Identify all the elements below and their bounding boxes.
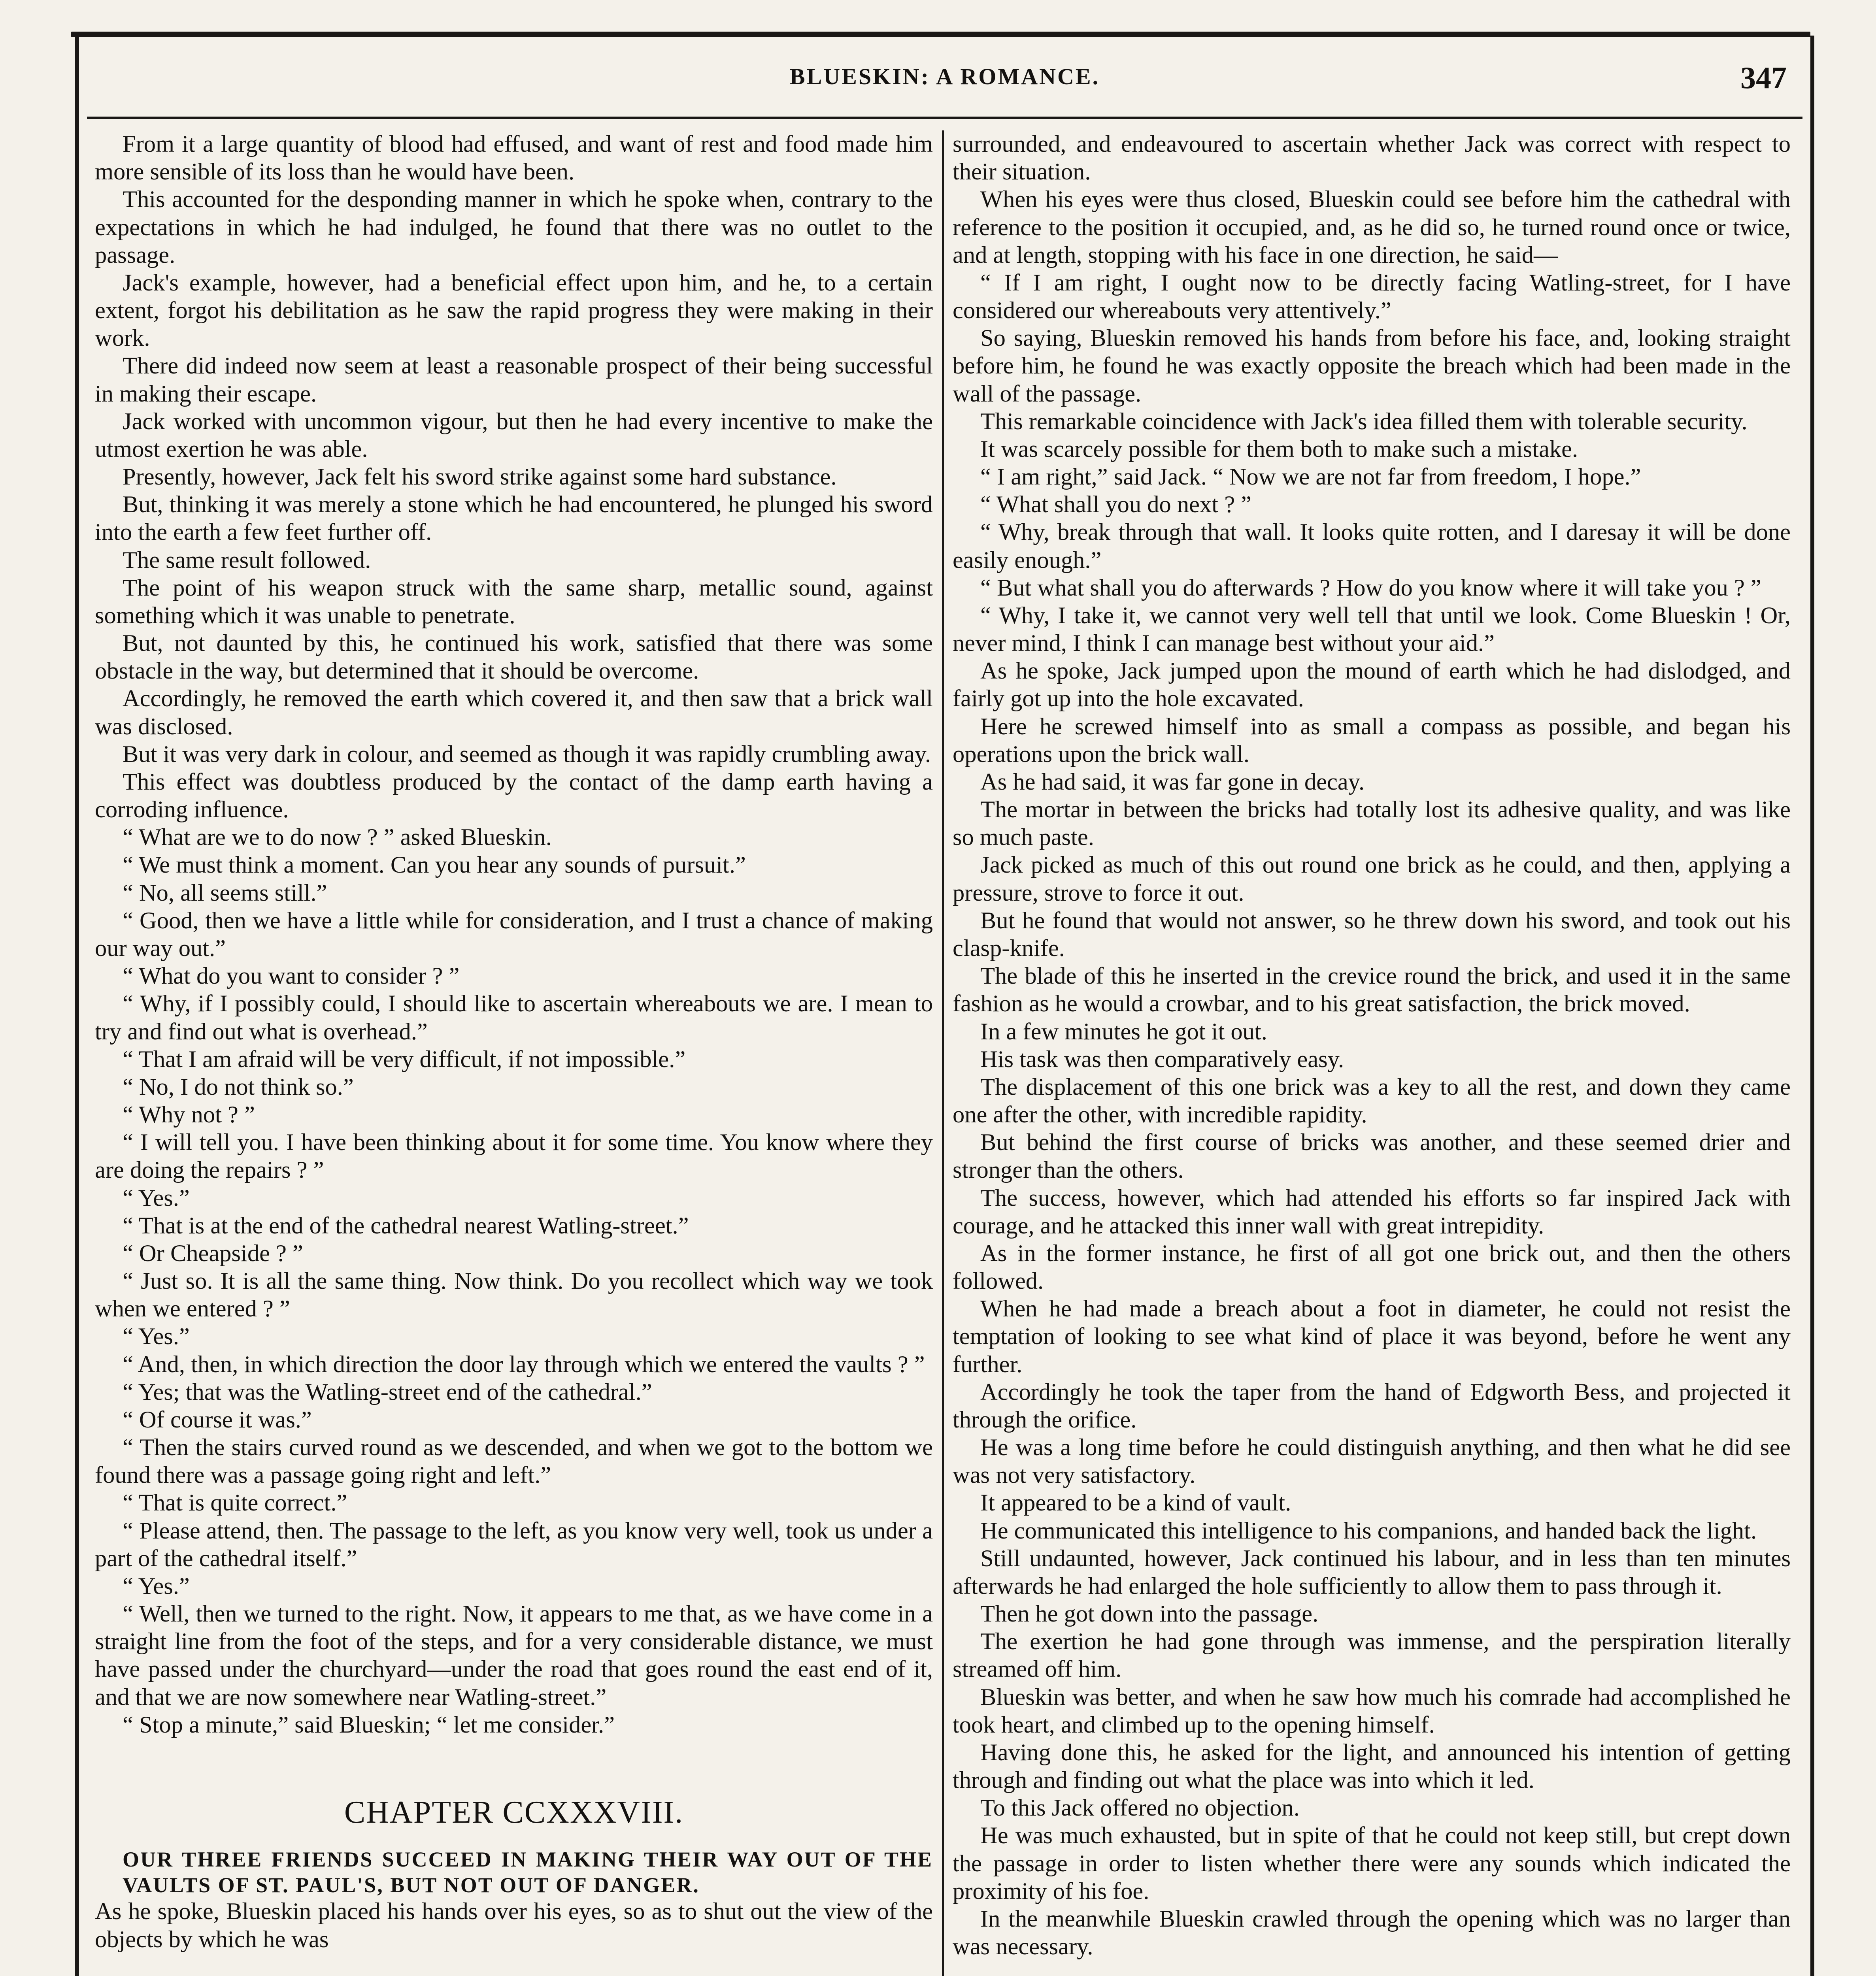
paragraph: Blueskin was better, and when he saw how much his comrade had accomplished he took heart, and climbed up to the opening himself. (953, 1684, 1791, 1738)
paragraph: He communicated this intelligence to his companions, and handed back the light. (980, 1517, 1757, 1544)
right-column (953, 130, 1791, 1976)
paragraph: “ Just so. It is all the same thing. Now think. Do you recollect which way we took when we entered ? ” (95, 1268, 933, 1322)
paragraph: It was scarcely possible for them both to make such a mistake. (980, 436, 1578, 462)
paragraph: But behind the first course of bricks was another, and these seemed drier and stronger than the others. (953, 1129, 1791, 1184)
paragraph: But he found that would not answer, so he threw down his sword, and took out his clasp-knife. (953, 907, 1791, 962)
paragraph: The same result followed. (123, 547, 371, 573)
paragraph: “ That is quite correct.” (123, 1490, 347, 1516)
page-number: 347 (1740, 60, 1787, 95)
paragraph: As he spoke, Blueskin placed his hands over his eyes, so as to shut out the view of the objects by which he was (95, 1898, 933, 1953)
paragraph: It appeared to be a kind of vault. (980, 1490, 1291, 1516)
paragraph: “ Stop a minute,” said Blueskin; “ let me consider.” (123, 1711, 615, 1738)
paragraph: When his eyes were thus closed, Blueskin could see before him the cathedral with reference to the position it occupied, and, as he did so, he turned round once or twice, and at length, stopping with his face in one direction, he said— (953, 186, 1791, 268)
paragraph: “ Yes.” (123, 1573, 190, 1599)
paragraph: This effect was doubtless produced by the contact of the damp earth having a corroding influence. (95, 768, 933, 823)
paragraph: “ What are we to do now ? ” asked Blueskin. (123, 824, 552, 851)
paragraph: Jack's example, however, had a beneficial effect upon him, and he, to a certain extent, forgot his debilitation as he saw the rapid progress they were making in their work. (95, 269, 933, 352)
paragraph: “ Why, break through that wall. It looks quite rotten, and I daresay it will be done easily enough.” (953, 519, 1791, 573)
paragraph: “ Yes; that was the Watling-street end of the cathedral.” (123, 1378, 652, 1405)
paragraph: He was a long time before he could distinguish anything, and then what he did see was not very satisfactory. (953, 1434, 1791, 1489)
paragraph: Accordingly, he removed the earth which covered it, and then saw that a brick wall was disclosed. (95, 685, 933, 740)
paragraph: surrounded, and endeavoured to ascertain whether Jack was correct with respect to their situation. (953, 131, 1791, 185)
paragraph: “ I will tell you. I have been thinking about it for some time. You know where they are doing the repairs ? ” (95, 1129, 933, 1184)
paragraph: “ No, I do not think so.” (123, 1073, 354, 1100)
paragraph: “ What do you want to consider ? ” (123, 963, 460, 990)
paragraph: “ And, then, in which direction the door lay through which we entered the vaults ? ” (123, 1351, 925, 1378)
paragraph: The mortar in between the bricks had totally lost its adhesive quality, and was like so much paste. (953, 796, 1791, 851)
left-column (95, 130, 933, 1976)
paragraph: “ Yes.” (123, 1323, 190, 1350)
paragraph: “ What shall you do next ? ” (980, 491, 1252, 518)
paragraph: Then he got down into the passage. (980, 1601, 1319, 1627)
paragraph: Jack worked with uncommon vigour, but then he had every incentive to make the utmost exertion he was able. (95, 408, 933, 462)
paragraph: “ No, all seems still.” (123, 879, 327, 906)
paragraph: There did indeed now seem at least a reasonable prospect of their being successful in making their escape. (95, 353, 933, 407)
paragraph: The exertion he had gone through was immense, and the perspiration literally streamed off him. (953, 1628, 1791, 1683)
paragraph: So saying, Blueskin removed his hands from before his face, and, looking straight before him, he found he was exactly opposite the breach which had been made in the wall of the passage. (953, 325, 1791, 407)
paragraph: In the meanwhile Blueskin crawled through the opening which was no larger than was necessary. (953, 1906, 1791, 1960)
paragraph: But, not daunted by this, he continued his work, satisfied that there was some obstacle in the way, but determined that it should be overcome. (95, 630, 933, 684)
paragraph: “ Please attend, then. The passage to the left, as you know very well, took us under a part of the cathedral itself.” (95, 1517, 933, 1572)
paragraph: He was much exhausted, but in spite of that he could not keep still, but crept down the passage in order to listen whether there were any sounds which indicated the proximity of his foe. (953, 1822, 1791, 1904)
paragraph: Accordingly he took the taper from the hand of Edgworth Bess, and projected it through the orifice. (953, 1378, 1791, 1433)
paragraph: “ Why not ? ” (123, 1101, 255, 1128)
right-column-text (953, 130, 1791, 1961)
paragraph: As in the former instance, he first of all got one brick out, and then the others followed. (953, 1240, 1791, 1295)
paragraph: In a few minutes he got it out. (980, 1018, 1267, 1045)
paragraph: As he had said, it was far gone in decay. (980, 768, 1365, 795)
paragraph: The point of his weapon struck with the same sharp, metallic sound, against something which it was unable to penetrate. (95, 574, 933, 629)
chapter-opening-text (95, 1898, 933, 1953)
column-divider (942, 130, 944, 1976)
paragraph: But, thinking it was merely a stone which he had encountered, he plunged his sword into the earth a few feet further off. (95, 491, 933, 546)
chapter-heading: CHAPTER CCXXXVIII. (344, 1795, 684, 1830)
paragraph: To this Jack offered no objection. (980, 1795, 1300, 1821)
paragraph: His task was then comparatively easy. (980, 1046, 1344, 1073)
paragraph: “ That is at the end of the cathedral nearest Watling-street.” (123, 1212, 689, 1239)
paragraph: “ Then the stairs curved round as we descended, and when we got to the bottom we found there was a passage going right and left.” (95, 1434, 933, 1489)
paragraph: As he spoke, Jack jumped upon the mound of earth which he had dislodged, and fairly got up into the hole excavated. (953, 658, 1791, 712)
paragraph: Still undaunted, however, Jack continued his labour, and in less than ten minutes afterwards he had enlarged the hole sufficiently to allow them to pass through it. (953, 1545, 1791, 1599)
paragraph: This accounted for the desponding manner in which he spoke when, contrary to the expectations in which he had indulged, he found that there was no outlet to the passage. (95, 186, 933, 268)
paragraph: But it was very dark in colour, and seemed as though it was rapidly crumbling away. (123, 741, 931, 767)
paragraph: “ Good, then we have a little while for consideration, and I trust a chance of making our way out.” (95, 907, 933, 962)
paragraph: The success, however, which had attended his efforts so far inspired Jack with courage, and he attacked this inner wall with great intrepidity. (953, 1184, 1791, 1239)
paragraph: Here he screwed himself into as small a compass as possible, and began his operations upon the brick wall. (953, 713, 1791, 767)
paragraph: From it a large quantity of blood had effused, and want of rest and food made him more sensible of its loss than he would have been. (95, 131, 933, 185)
paragraph: “ Why, I take it, we cannot very well tell that until we look. Come Blueskin ! Or, never mind, I think I can manage best without your aid.” (953, 602, 1791, 657)
paragraph: Presently, however, Jack felt his sword strike against some hard substance. (123, 464, 837, 490)
page-header (87, 60, 1802, 126)
header-rule (87, 117, 1802, 119)
paragraph: “ We must think a moment. Can you hear any sounds of pursuit.” (123, 852, 746, 879)
paragraph: “ But what shall you do afterwards ? How do you know where it will take you ? ” (980, 574, 1761, 601)
paragraph: When he had made a breach about a foot in diameter, he could not resist the temptation of looking to see what kind of place it was beyond, before he went any further. (953, 1295, 1791, 1378)
paragraph: “ That I am afraid will be very difficult, if not impossible.” (123, 1046, 686, 1073)
paragraph: The displacement of this one brick was a key to all the rest, and down they came one after the other, with incredible rapidity. (953, 1073, 1791, 1128)
running-title: BLUESKIN: A ROMANCE. (789, 64, 1100, 89)
paragraph: Jack picked as much of this out round one brick as he could, and then, applying a pressure, strove to force it out. (953, 852, 1791, 906)
paragraph: “ I am right,” said Jack. “ Now we are not far from freedom, I hope.” (980, 464, 1641, 490)
paragraph: “ Of course it was.” (123, 1406, 312, 1433)
paragraph: This remarkable coincidence with Jack's idea filled them with tolerable security. (980, 408, 1748, 435)
paragraph: Having done this, he asked for the light, and announced his intention of getting through and finding out what the place was into which it led. (953, 1739, 1791, 1794)
paragraph: The blade of this he inserted in the crevice round the brick, and used it in the same fashion as he would a crowbar, and to his great satisfaction, the brick moved. (953, 963, 1791, 1017)
paragraph: “ Or Cheapside ? ” (123, 1240, 303, 1267)
chapter-summary: OUR THREE FRIENDS SUCCEED IN MAKING THEIR WAY OUT OF THE VAULTS OF ST. PAUL'S, BUT NOT OUT OF DANGER. (123, 1847, 933, 1897)
paragraph: “ Well, then we turned to the right. Now, it appears to me that, as we have come in a straight line from the foot of the steps, and for a very considerable distance, we must have passed under the churchyard—under the road that goes round the east end of it, and that we are now somewhere near Watling-street.” (95, 1601, 933, 1710)
paragraph: “ Yes.” (123, 1184, 190, 1211)
paragraph: “ If I am right, I ought now to be directly facing Watling-street, for I have considered our whereabouts very attentively.” (953, 269, 1791, 324)
paragraph: “ Why, if I possibly could, I should like to ascertain whereabouts we are. I mean to try and find out what is overhead.” (95, 990, 933, 1045)
left-column-text (95, 130, 933, 1739)
